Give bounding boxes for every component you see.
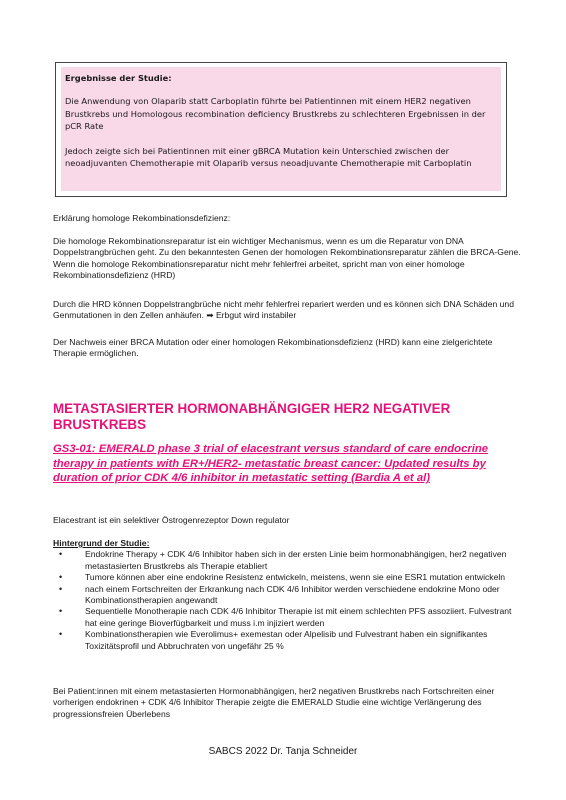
list-item-text: Endokrine Therapy + CDK 4/6 Inhibitor haben sich in der ersten Linie beim hormonabhängigen, her2 negativen metastasierten Brustkrebs als Therapie etabliert — [85, 549, 507, 571]
results-box-inner — [61, 67, 501, 191]
bullet-icon: • — [59, 572, 63, 583]
explanation-paragraph-3-block — [53, 337, 523, 360]
section-heading: METASTASIERTER HORMONABHÄNGIGER HER2 NEGATIVER BRUSTKREBS — [53, 401, 451, 432]
results-title: Ergebnisse der Studie: — [65, 73, 172, 83]
background-label: Hintergrund der Studie: — [53, 538, 150, 548]
bullet-icon: • — [59, 629, 63, 640]
intro-block — [53, 515, 523, 526]
list-item — [53, 629, 523, 652]
bullet-icon: • — [59, 606, 63, 617]
explanation-paragraph-2: Durch die HRD können Doppelstrangbrüche nicht mehr fehlerfrei repariert werden und es können sich DNA Schäden und Genmutationen in den Zellen anhäufen. ➡ Erbgut wird instabiler — [53, 299, 514, 321]
list-item-text: nach einem Fortschreiten der Erkrankung nach CDK 4/6 Inhibitor werden verschiedene endokrine Mono oder Kombinationstherapien angewandt — [85, 583, 500, 606]
background-list — [53, 549, 523, 652]
explanation-paragraph-1-block — [53, 236, 523, 282]
study-title: GS3-01: EMERALD phase 3 trial of elacestrant versus standard of care endocrine therapy in patients with ER+/HER2- metastatic breast cancer: Updated results by duration of prior CDK 4/6 inhibitor in metastatic setting (Bardia A et al) — [53, 443, 489, 485]
list-item — [53, 549, 523, 572]
page-footer: SABCS 2022 Dr. Tanja Schneider — [208, 746, 358, 757]
list-item — [53, 584, 523, 607]
bullet-icon: • — [59, 583, 63, 594]
conclusion-paragraph: Bei Patient:innen mit einem metastasierten Hormonabhängigen, her2 negativen Brustkrebs nach Fortschreiten einer vorherigen endokrinen + CDK 4/6 Inhibitor Therapie zeigte die EMERALD Studie eine wichtige Verlängerung des progressionsfreien Überlebens — [53, 686, 495, 719]
bullet-icon: • — [59, 549, 63, 560]
background-block — [53, 538, 523, 652]
results-paragraph-1: Die Anwendung von Olaparib statt Carboplatin führte bei Patientinnen mit einem HER2 negativen Brustkrebs und Homologous recombination deficiency Brustkrebs zu schlechteren Ergebnissen in der pCR Rate — [65, 96, 486, 131]
list-item-text: Kombinationstherapien wie Everolimus+ exemestan oder Alpelisib und Fulvestrant haben ein signifikantes Toxizitätsprofil und Abbruchraten von ungefähr 25 % — [85, 629, 488, 651]
study-intro: Elacestrant ist ein selektiver Östrogenrezeptor Down regulator — [53, 515, 290, 525]
results-box — [55, 62, 507, 197]
explanation-paragraph-3: Der Nachweis einer BRCA Mutation oder einer homologen Rekombinationsdefizienz (HRD) kann eine zielgerichtete Therapie ermöglichen. — [53, 337, 493, 359]
results-paragraph-2: Jedoch zeigte sich bei Patientinnen mit einer gBRCA Mutation kein Unterschied zwischen der neoadjuvanten Chemotherapie mit Olaparib versus neoadjuvante Chemotherapie mit Carboplatin — [65, 145, 472, 168]
list-item — [53, 606, 523, 629]
explanation-heading-block — [53, 213, 523, 224]
list-item — [53, 572, 523, 583]
explanation-heading: Erklärung homologe Rekombinationsdefizienz: — [53, 213, 231, 223]
list-item-text: Tumore können aber eine endokrine Resistenz entwickeln, meistens, wenn sie eine ESR1 mutation entwickeln — [85, 572, 506, 583]
list-item-text: Sequentielle Monotherapie nach CDK 4/6 Inhibitor Therapie ist mit einem schlechten PFS assoziiert. Fulvestrant hat eine geringe Bioverfügbarkeit und muss i.m injiziert werden — [85, 606, 512, 628]
conclusion-block — [53, 686, 523, 720]
explanation-paragraph-1: Die homologe Rekombinationsreparatur ist ein wichtiger Mechanismus, wenn es um die Reparatur von DNA Doppelstrangbrüchen geht. Zu den bekanntesten Genen der homologen Rekombinationsreparatur zählen die BRCA-Gene. Wenn die homologe Rekombinationsreparatur nicht mehr fehlerfrei arbeitet, spricht man von einer homologe Rekombinationsdefizienz (HRD) — [53, 236, 521, 281]
explanation-paragraph-2-block — [53, 299, 523, 322]
